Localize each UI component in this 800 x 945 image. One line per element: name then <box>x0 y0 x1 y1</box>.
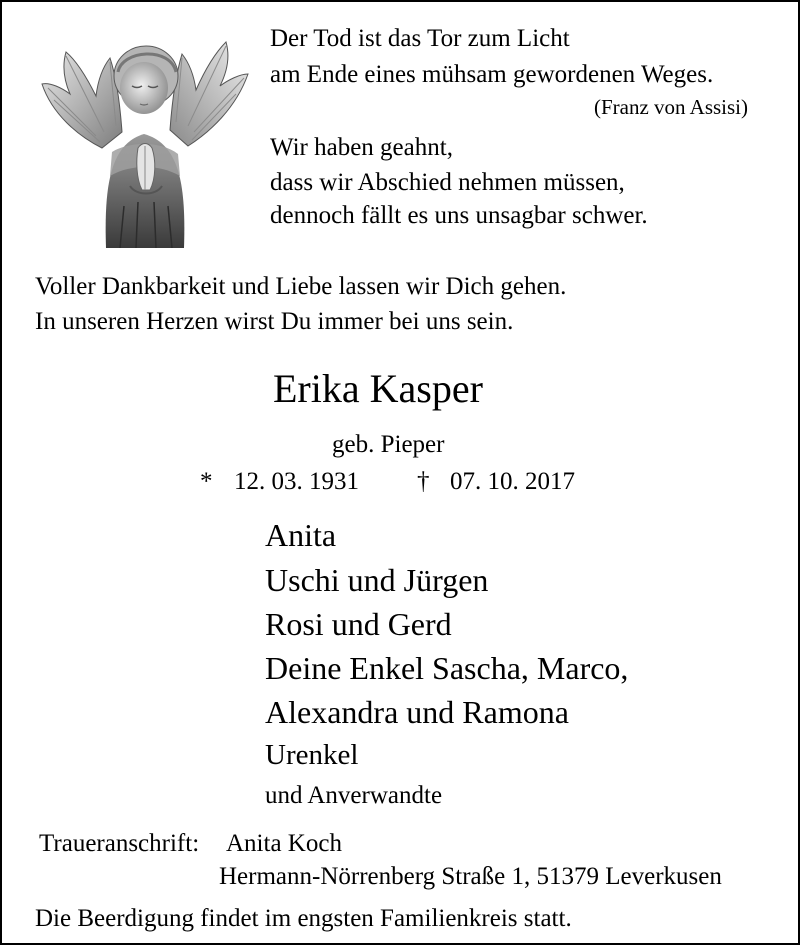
death-symbol: † <box>417 468 430 495</box>
address-name: Anita Koch <box>226 830 342 857</box>
death-date: 07. 10. 2017 <box>450 468 575 495</box>
maiden-name: geb. Pieper <box>332 431 445 458</box>
address-street: Hermann-Nörrenberg Straße 1, 51379 Leverkusen <box>219 863 722 890</box>
mourner-line: Urenkel <box>265 739 359 771</box>
verse-line-2: dass wir Abschied nehmen müssen, <box>270 169 625 196</box>
birth-date: 12. 03. 1931 <box>234 468 359 495</box>
verse-line-3: dennoch fällt es uns unsagbar schwer. <box>270 202 648 229</box>
mourner-line: und Anverwandte <box>265 782 443 809</box>
mourner-line: Rosi und Gerd <box>265 606 452 642</box>
mourner-line: Deine Enkel Sascha, Marco, <box>265 650 629 686</box>
farewell-line-1: Voller Dankbarkeit und Liebe lassen wir Dich gehen. <box>35 273 567 300</box>
mourner-line: Alexandra und Ramona <box>265 694 569 730</box>
quote-attribution: (Franz von Assisi) <box>594 95 748 119</box>
mourner-line: Uschi und Jürgen <box>265 562 489 598</box>
verse-line-1: Wir haben geahnt, <box>270 134 453 161</box>
farewell-line-2: In unseren Herzen wirst Du immer bei uns sein. <box>35 308 514 335</box>
birth-symbol: * <box>200 468 213 495</box>
quote-line-1: Der Tod ist das Tor zum Licht <box>270 25 570 52</box>
mourner-line: Anita <box>265 517 337 553</box>
deceased-name: Erika Kasper <box>273 366 483 411</box>
address-label: Traueranschrift: <box>39 830 200 857</box>
quote-line-2: am Ende eines mühsam gewordenen Weges. <box>270 61 714 88</box>
praying-angel-statue-icon <box>40 36 252 248</box>
funeral-note: Die Beerdigung findet im engsten Familienkreis statt. <box>35 905 572 932</box>
